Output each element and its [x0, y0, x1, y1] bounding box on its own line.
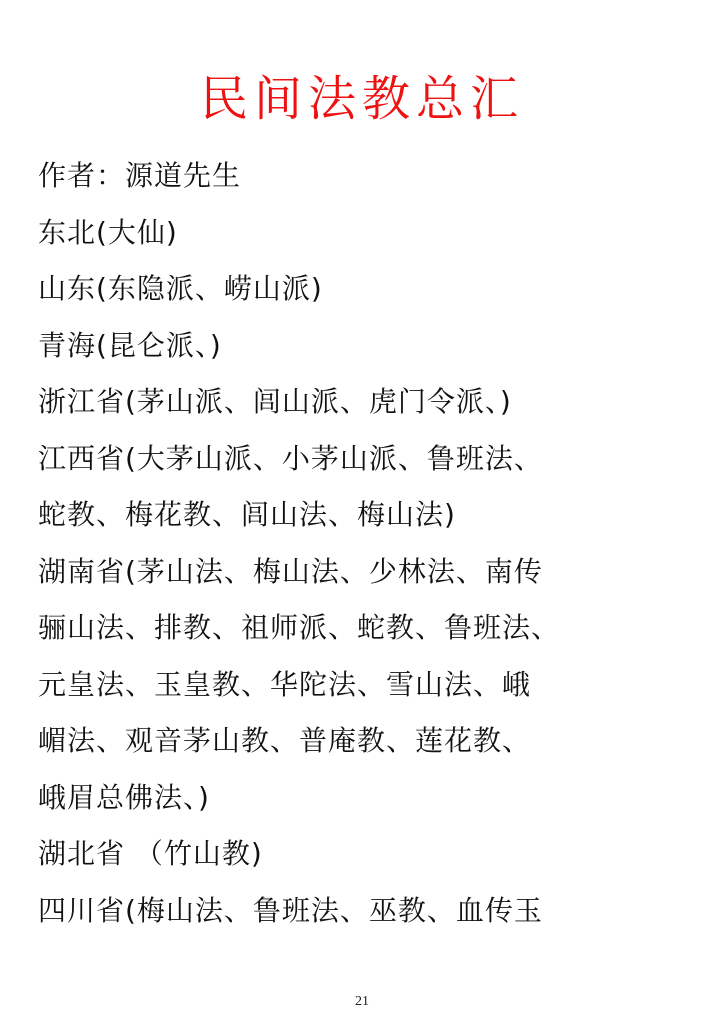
author-line: 作者：源道先生 [38, 159, 242, 192]
text-line: 江西省(大茅山派、小茅山派、鲁班法、 [38, 441, 543, 475]
text-line: 青海(昆仑派、) [38, 328, 222, 362]
page-number: 21 [355, 994, 369, 1009]
text-line: 山东(东隐派、崂山派) [38, 272, 323, 305]
body-text [38, 148, 688, 939]
text-line: 嵋法、观音茅山教、普庵教、莲花教、 [38, 724, 532, 757]
text-line: 峨眉总佛法、) [38, 780, 210, 814]
text-line: 元皇法、玉皇教、华陀法、雪山法、峨 [38, 667, 532, 701]
text-line: 四川省(梅山法、鲁班法、巫教、血传玉 [38, 893, 543, 927]
text-line: 湖北省 （竹山教) [38, 837, 263, 870]
text-line: 骊山法、排教、祖师派、蛇教、鲁班法、 [38, 611, 561, 644]
text-line: 蛇教、梅花教、闾山法、梅山法) [38, 498, 456, 531]
page-title: 民间法教总汇 [199, 71, 524, 127]
text-line: 东北(大仙) [38, 215, 178, 249]
text-line: 浙江省(茅山派、闾山派、虎门令派、) [38, 385, 512, 418]
text-line: 湖南省(茅山法、梅山法、少林法、南传 [38, 554, 543, 588]
